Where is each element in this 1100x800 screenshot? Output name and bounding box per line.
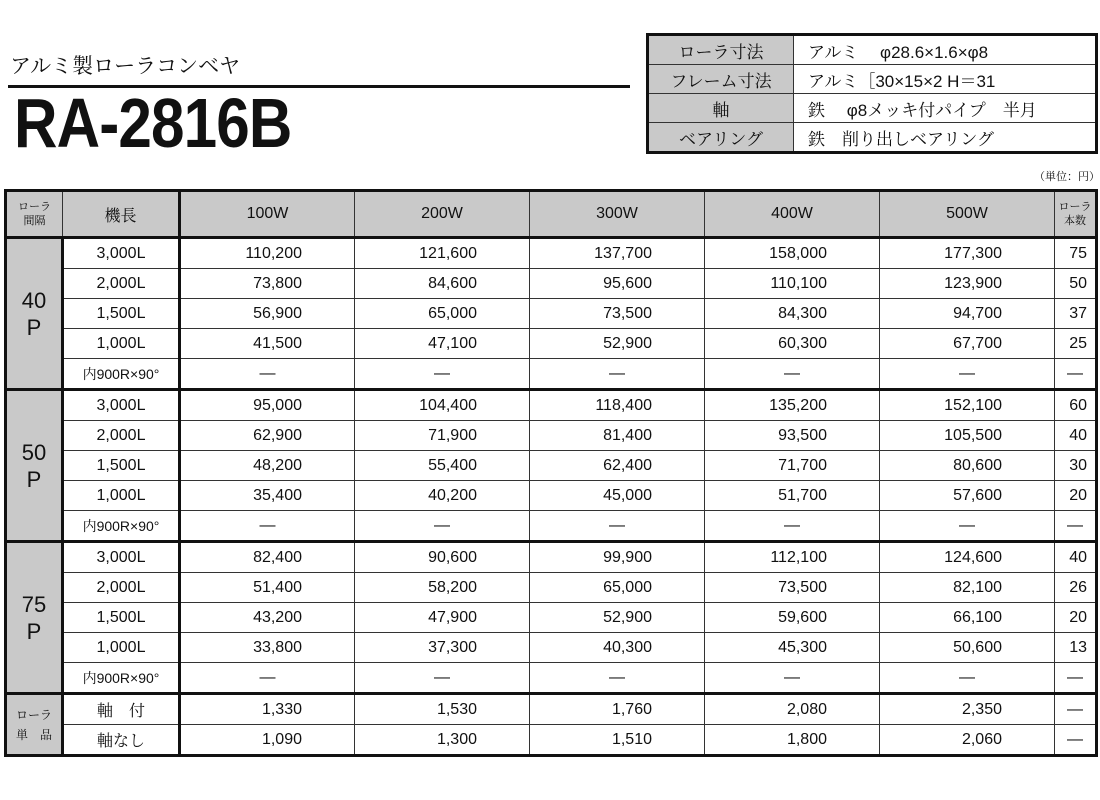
pitch-value: 50	[21, 439, 47, 465]
roller-single-label	[6, 694, 63, 756]
price-cell: 1,800	[705, 725, 880, 756]
price-cell: 1,510	[530, 725, 705, 756]
roller-count-cell: —	[1055, 694, 1097, 725]
width-header: 400W	[705, 191, 880, 238]
price-cell: 57,600	[880, 481, 1055, 511]
price-cell: 177,300	[880, 238, 1055, 269]
roller-count-cell: 75	[1055, 238, 1097, 269]
table-row	[6, 573, 1097, 603]
machine-length-cell: 1,000L	[63, 329, 180, 359]
price-cell: —	[530, 663, 705, 694]
header-row	[6, 191, 1097, 238]
price-cell: 1,090	[180, 725, 355, 756]
roller-count-cell: —	[1055, 725, 1097, 756]
price-cell: 152,100	[880, 390, 1055, 421]
table-row	[6, 603, 1097, 633]
spec-value: 鉄 削り出しベアリング	[794, 123, 1097, 153]
price-cell: —	[355, 511, 530, 542]
roller-count-cell: —	[1055, 663, 1097, 694]
price-cell: —	[880, 511, 1055, 542]
spec-row	[648, 65, 1097, 94]
price-cell: 73,800	[180, 269, 355, 299]
product-category: アルミ製ローラコンベヤ	[10, 55, 241, 78]
machine-length-cell: 1,500L	[63, 603, 180, 633]
spec-row	[648, 123, 1097, 153]
price-cell: 82,400	[180, 542, 355, 573]
table-row	[6, 390, 1097, 421]
price-cell: 1,530	[355, 694, 530, 725]
price-cell: 84,300	[705, 299, 880, 329]
price-cell: 62,400	[530, 451, 705, 481]
price-cell: 99,900	[530, 542, 705, 573]
table-row	[6, 633, 1097, 663]
roller-type-cell: 軸なし	[63, 725, 180, 756]
unit-note: （単位：円）	[1034, 171, 1100, 183]
price-cell: —	[180, 511, 355, 542]
price-table	[4, 189, 1098, 757]
pitch-header	[6, 191, 63, 238]
price-cell: 1,300	[355, 725, 530, 756]
spec-value: 鉄 φ8メッキ付パイプ 半月	[794, 94, 1097, 123]
price-cell: 50,600	[880, 633, 1055, 663]
price-cell: 52,900	[530, 329, 705, 359]
price-cell: 55,400	[355, 451, 530, 481]
price-cell: 121,600	[355, 238, 530, 269]
price-cell: 2,350	[880, 694, 1055, 725]
price-cell: 82,100	[880, 573, 1055, 603]
spec-row	[648, 35, 1097, 65]
pitch-group-label	[6, 390, 63, 542]
width-header: 300W	[530, 191, 705, 238]
price-cell: 37,300	[355, 633, 530, 663]
price-cell: 112,100	[705, 542, 880, 573]
price-cell: —	[180, 663, 355, 694]
price-cell: 73,500	[530, 299, 705, 329]
width-header: 100W	[180, 191, 355, 238]
pitch-unit: P	[26, 314, 42, 340]
machine-length-header: 機長	[63, 191, 180, 238]
machine-length-cell: 1,000L	[63, 633, 180, 663]
price-cell: 95,600	[530, 269, 705, 299]
spec-value: アルミ［30×15×2 H＝31	[794, 65, 1097, 94]
pitch-header-line1: ローラ	[18, 201, 51, 213]
price-cell: 1,760	[530, 694, 705, 725]
price-cell: 33,800	[180, 633, 355, 663]
table-row	[6, 359, 1097, 390]
width-header: 200W	[355, 191, 530, 238]
price-cell: 67,700	[880, 329, 1055, 359]
price-cell: 158,000	[705, 238, 880, 269]
machine-length-cell: 1,500L	[63, 299, 180, 329]
price-cell: 110,100	[705, 269, 880, 299]
count-header-line2: 本数	[1064, 215, 1086, 227]
price-cell: 80,600	[880, 451, 1055, 481]
spec-key: 軸	[648, 94, 794, 123]
pitch-header-line2: 間隔	[23, 215, 46, 227]
price-cell: 60,300	[705, 329, 880, 359]
price-cell: 48,200	[180, 451, 355, 481]
price-cell: 94,700	[880, 299, 1055, 329]
table-row	[6, 421, 1097, 451]
roller-count-cell: 30	[1055, 451, 1097, 481]
machine-length-cell: 1,500L	[63, 451, 180, 481]
width-header: 500W	[880, 191, 1055, 238]
table-row	[6, 663, 1097, 694]
table-row	[6, 511, 1097, 542]
pitch-group-label	[6, 542, 63, 694]
price-cell: 71,900	[355, 421, 530, 451]
table-row	[6, 299, 1097, 329]
spec-key: ベアリング	[648, 123, 794, 153]
machine-length-cell: 1,000L	[63, 481, 180, 511]
roller-count-cell: 20	[1055, 481, 1097, 511]
price-cell: —	[530, 359, 705, 390]
price-cell: —	[880, 663, 1055, 694]
price-cell: 47,100	[355, 329, 530, 359]
price-cell: 40,200	[355, 481, 530, 511]
roller-single-line2: 単 品	[15, 727, 52, 742]
machine-length-cell: 3,000L	[63, 542, 180, 573]
spec-key: ローラ寸法	[648, 35, 794, 65]
price-cell: —	[705, 511, 880, 542]
roller-count-cell: 50	[1055, 269, 1097, 299]
price-cell: 73,500	[705, 573, 880, 603]
price-cell: 95,000	[180, 390, 355, 421]
price-cell: —	[880, 359, 1055, 390]
price-cell: 84,600	[355, 269, 530, 299]
machine-length-cell: 内900R×90°	[63, 663, 180, 694]
price-cell: 90,600	[355, 542, 530, 573]
price-cell: 40,300	[530, 633, 705, 663]
pitch-value: 40	[21, 287, 47, 313]
price-cell: 45,000	[530, 481, 705, 511]
price-cell: 135,200	[705, 390, 880, 421]
machine-length-cell: 内900R×90°	[63, 359, 180, 390]
price-cell: —	[355, 663, 530, 694]
price-cell: 65,000	[355, 299, 530, 329]
pitch-unit: P	[26, 466, 42, 492]
table-row	[6, 694, 1097, 725]
price-cell: 137,700	[530, 238, 705, 269]
roller-count-cell: 20	[1055, 603, 1097, 633]
price-cell: 93,500	[705, 421, 880, 451]
roller-count-cell: 37	[1055, 299, 1097, 329]
pitch-unit: P	[26, 618, 42, 644]
table-row	[6, 451, 1097, 481]
price-cell: 71,700	[705, 451, 880, 481]
price-cell: 65,000	[530, 573, 705, 603]
table-row	[6, 329, 1097, 359]
price-cell: 123,900	[880, 269, 1055, 299]
roller-count-cell: 26	[1055, 573, 1097, 603]
price-cell: 52,900	[530, 603, 705, 633]
price-cell: 47,900	[355, 603, 530, 633]
spec-key: フレーム寸法	[648, 65, 794, 94]
roller-count-cell: 40	[1055, 421, 1097, 451]
price-cell: 41,500	[180, 329, 355, 359]
roller-count-cell: 25	[1055, 329, 1097, 359]
price-cell: 58,200	[355, 573, 530, 603]
pitch-value: 75	[21, 591, 47, 617]
price-cell: 45,300	[705, 633, 880, 663]
machine-length-cell: 3,000L	[63, 390, 180, 421]
roller-count-cell: 40	[1055, 542, 1097, 573]
price-cell: —	[180, 359, 355, 390]
price-cell: 104,400	[355, 390, 530, 421]
machine-length-cell: 2,000L	[63, 421, 180, 451]
price-cell: —	[705, 663, 880, 694]
price-cell: 66,100	[880, 603, 1055, 633]
price-cell: 124,600	[880, 542, 1055, 573]
price-cell: 118,400	[530, 390, 705, 421]
roller-count-header	[1055, 191, 1097, 238]
machine-length-cell: 2,000L	[63, 269, 180, 299]
machine-length-cell: 3,000L	[63, 238, 180, 269]
spec-row	[648, 94, 1097, 123]
price-cell: —	[355, 359, 530, 390]
table-row	[6, 269, 1097, 299]
roller-count-cell: —	[1055, 359, 1097, 390]
price-cell: 35,400	[180, 481, 355, 511]
price-cell: 43,200	[180, 603, 355, 633]
spec-table	[646, 33, 1098, 154]
price-cell: 62,900	[180, 421, 355, 451]
roller-count-cell: 60	[1055, 390, 1097, 421]
price-cell: 2,060	[880, 725, 1055, 756]
roller-single-line1: ローラ	[15, 707, 52, 722]
price-cell: 51,400	[180, 573, 355, 603]
price-cell: 110,200	[180, 238, 355, 269]
spec-value: アルミ φ28.6×1.6×φ8	[794, 35, 1097, 65]
count-header-line1: ローラ	[1058, 201, 1092, 213]
table-row	[6, 238, 1097, 269]
price-cell: 56,900	[180, 299, 355, 329]
price-cell: 1,330	[180, 694, 355, 725]
pitch-group-label	[6, 238, 63, 390]
machine-length-cell: 2,000L	[63, 573, 180, 603]
price-cell: 105,500	[880, 421, 1055, 451]
table-row	[6, 725, 1097, 756]
price-cell: —	[705, 359, 880, 390]
table-row	[6, 542, 1097, 573]
price-cell: 2,080	[705, 694, 880, 725]
machine-length-cell: 内900R×90°	[63, 511, 180, 542]
roller-count-cell: —	[1055, 511, 1097, 542]
roller-count-cell: 13	[1055, 633, 1097, 663]
table-row	[6, 481, 1097, 511]
model-number: RA-2816B	[14, 84, 292, 162]
price-cell: 81,400	[530, 421, 705, 451]
price-cell: 51,700	[705, 481, 880, 511]
price-cell: 59,600	[705, 603, 880, 633]
roller-type-cell: 軸 付	[63, 694, 180, 725]
price-cell: —	[530, 511, 705, 542]
